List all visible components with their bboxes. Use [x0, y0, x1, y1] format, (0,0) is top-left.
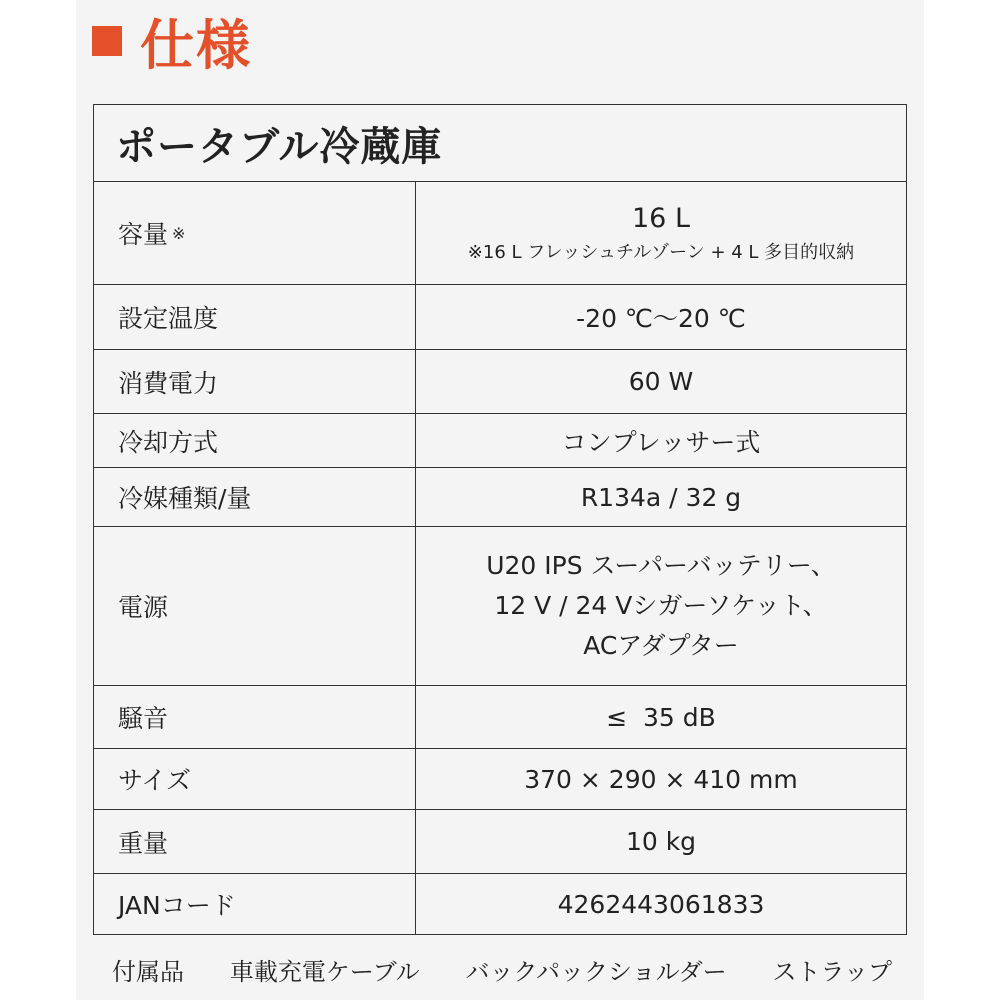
spec-label-jan-code: JANコード	[94, 874, 416, 935]
spec-row-noise	[94, 686, 907, 749]
spec-value-power-source-line: 12 V / 24 Vシガーソケット、	[494, 591, 828, 620]
spec-label-weight: 重量	[94, 810, 416, 874]
spec-value-noise: ≤ 35 dB	[416, 686, 907, 749]
spec-value-capacity	[416, 182, 907, 285]
spec-row-weight	[94, 810, 907, 874]
spec-label-refrigerant: 冷媒種類/量	[94, 468, 416, 527]
spec-value-capacity-note: ※16 L フレッシュチルゾーン + 4 L 多目的収納	[467, 241, 855, 263]
spec-row-capacity	[94, 182, 907, 285]
spec-value-refrigerant: R134a / 32 g	[416, 468, 907, 527]
square-marker-icon	[92, 26, 122, 56]
spec-value-cooling-method: コンプレッサー式	[416, 414, 907, 468]
spec-label-capacity-note: ※	[172, 224, 186, 243]
spec-label-size: サイズ	[94, 749, 416, 810]
section-title: 仕様	[140, 13, 252, 77]
spec-row-temperature	[94, 285, 907, 350]
spec-value-power-source-line: U20 IPS スーパーバッテリー、	[486, 551, 836, 580]
spec-table-title: ポータブル冷蔵庫	[94, 105, 907, 182]
spec-table	[93, 104, 907, 935]
spec-value-power-source	[416, 527, 907, 686]
spec-row-refrigerant	[94, 468, 907, 527]
spec-row-size	[94, 749, 907, 810]
spec-value-power-source-line: ACアダプター	[583, 631, 739, 660]
spec-label-power-consumption: 消費電力	[94, 350, 416, 414]
spec-value-weight: 10 kg	[416, 810, 907, 874]
spec-row-cooling-method	[94, 414, 907, 468]
spec-value-power-consumption: 60 W	[416, 350, 907, 414]
spec-label-temperature: 設定温度	[94, 285, 416, 350]
spec-row-power-source	[94, 527, 907, 686]
accessory-item: ストラップ	[772, 958, 892, 986]
spec-label-power-source: 電源	[94, 527, 416, 686]
spec-value-size: 370 × 290 × 410 mm	[416, 749, 907, 810]
spec-row-power-consumption	[94, 350, 907, 414]
spec-label-noise: 騒音	[94, 686, 416, 749]
spec-label-cooling-method: 冷却方式	[94, 414, 416, 468]
spec-value-jan-code: 4262443061833	[416, 874, 907, 935]
accessories-row	[112, 952, 892, 987]
section-header	[92, 8, 252, 77]
spec-value-capacity-main: 16 L	[632, 202, 690, 234]
spec-label-capacity	[94, 182, 416, 285]
spec-row-jan-code	[94, 874, 907, 935]
spec-table-title-row	[94, 105, 907, 182]
accessories-label: 付属品	[112, 958, 184, 986]
spec-value-temperature: -20 ℃～20 ℃	[416, 285, 907, 350]
accessory-item: バックパックショルダー	[465, 958, 727, 986]
spec-label-capacity-text: 容量	[118, 220, 169, 249]
accessory-item: 車載充電ケーブル	[229, 958, 420, 986]
